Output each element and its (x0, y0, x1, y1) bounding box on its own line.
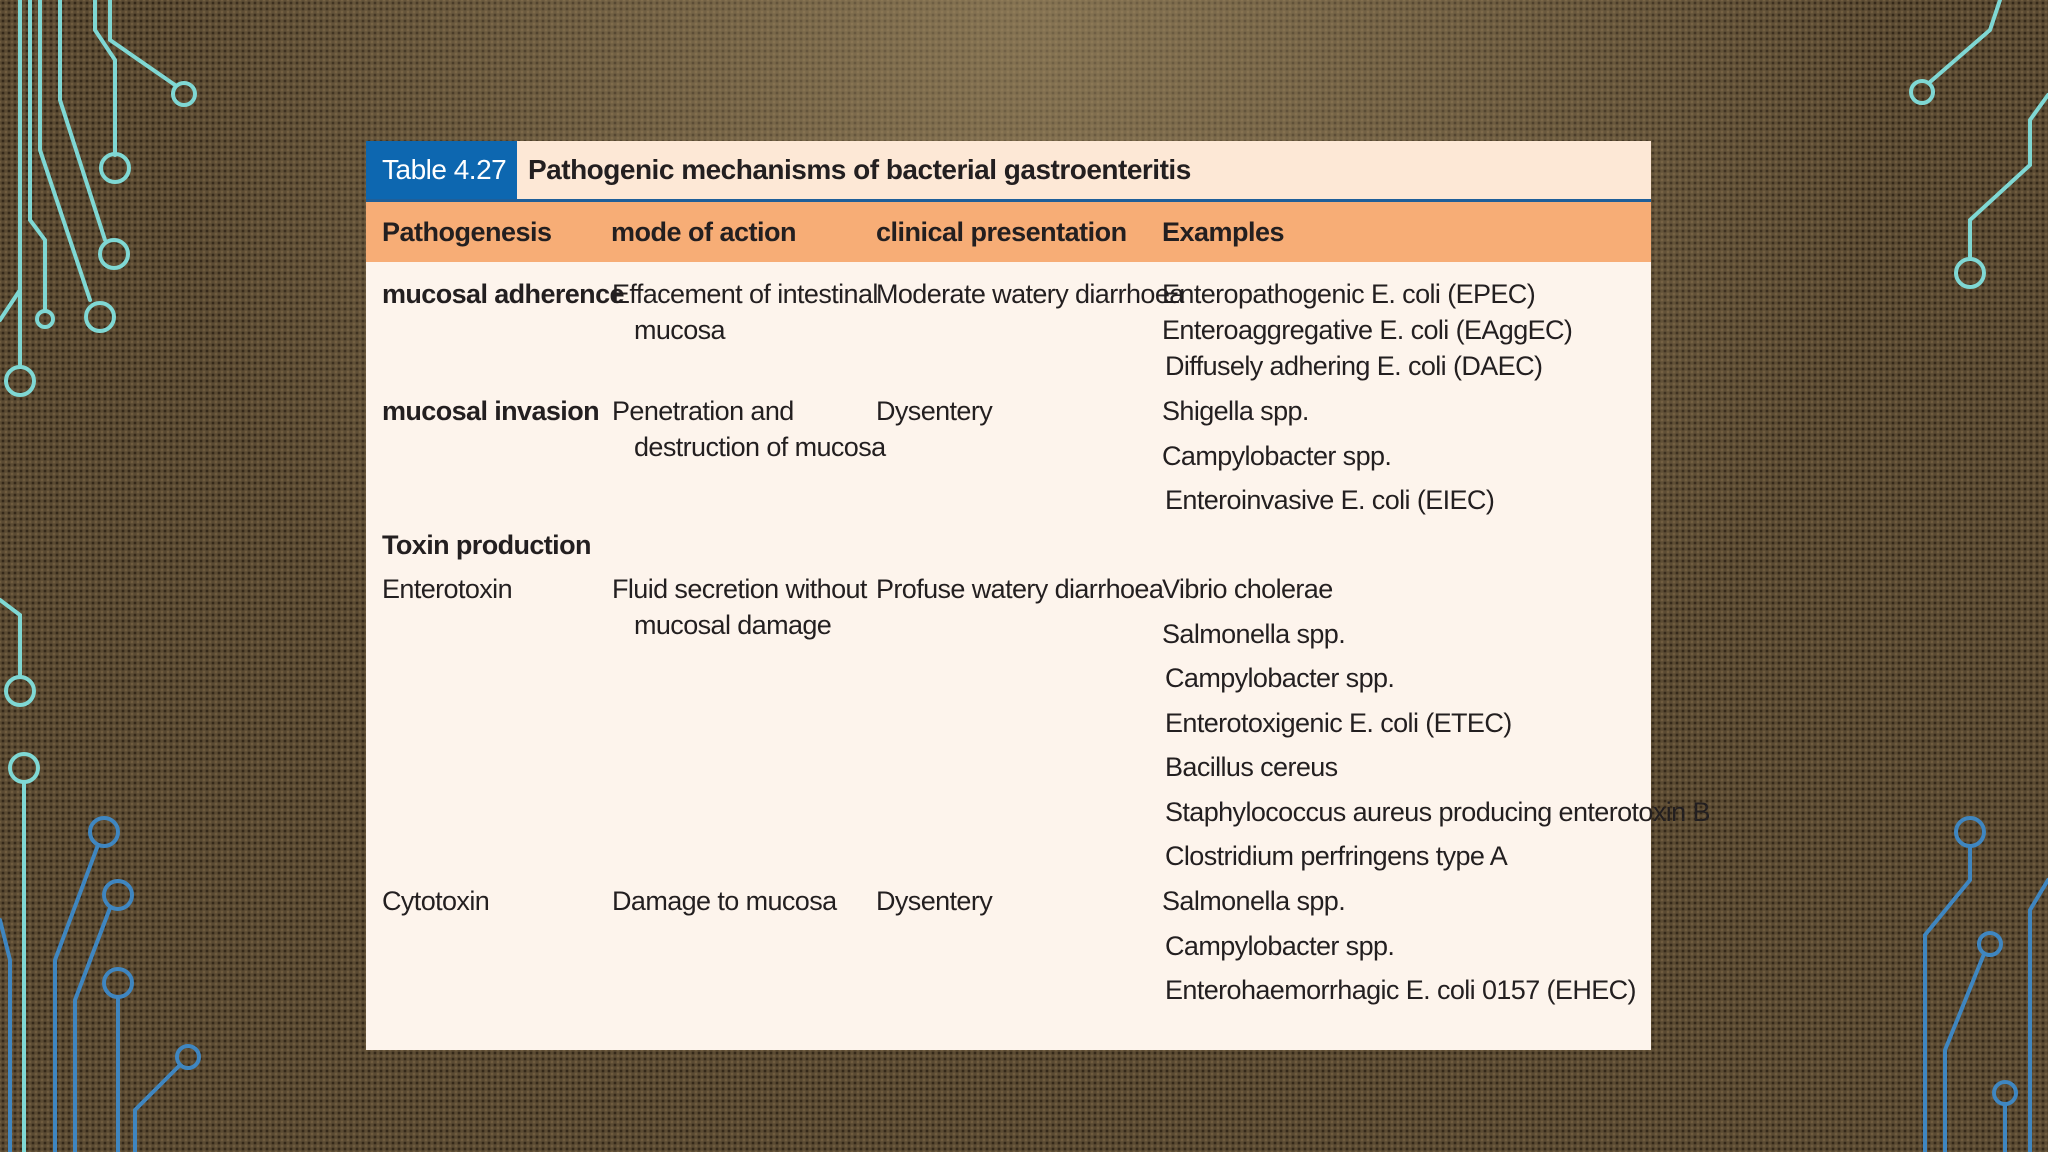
header-clinical-presentation: clinical presentation (876, 217, 1127, 247)
example-item: Enterotoxigenic E. coli (ETEC) (1165, 708, 1512, 738)
example-item: Enteroaggregative E. coli (EAggEC) (1162, 315, 1573, 345)
example-item: Salmonella spp. (1162, 886, 1346, 916)
mode-cell-line2: mucosal damage (634, 610, 832, 640)
example-item: Enterohaemorrhagic E. coli 0157 (EHEC) (1165, 975, 1636, 1005)
mode-cell-line1: Penetration and (612, 396, 794, 426)
pathogenesis-cell: mucosal invasion (382, 396, 599, 426)
clinical-cell: Profuse watery diarrhoea (876, 574, 1164, 604)
header-examples: Examples (1162, 217, 1285, 247)
example-item: Staphylococcus aureus producing enterotoxin B (1165, 797, 1710, 827)
example-item: Enteropathogenic E. coli (EPEC) (1162, 279, 1536, 309)
example-item: Enteroinvasive E. coli (EIEC) (1165, 485, 1495, 515)
pathogenesis-cell: mucosal adherence (382, 279, 624, 309)
circuit-traces-left-bottom (0, 818, 199, 1152)
clinical-cell: Dysentery (876, 886, 993, 916)
mode-cell-line1: Damage to mucosa (612, 886, 837, 916)
header-pathogenesis: Pathogenesis (382, 217, 552, 247)
circuit-traces-left-mid (0, 600, 38, 1152)
mode-cell-line1: Effacement of intestinal (612, 279, 878, 309)
table-title-row (366, 141, 1651, 202)
example-item: Bacillus cereus (1165, 752, 1338, 782)
example-item: Salmonella spp. (1162, 619, 1346, 649)
gastroenteritis-table (366, 141, 1710, 1050)
example-item: Campylobacter spp. (1165, 663, 1395, 693)
toxin-production-heading: Toxin production (382, 530, 591, 560)
example-item: Diffusely adhering E. coli (DAEC) (1165, 351, 1543, 381)
mode-cell-line2: destruction of mucosa (634, 432, 886, 462)
circuit-traces-right-top (1911, 0, 2048, 287)
example-item: Campylobacter spp. (1165, 931, 1395, 961)
example-item: Campylobacter spp. (1162, 441, 1392, 471)
clinical-cell: Dysentery (876, 396, 993, 426)
circuit-traces-right-bottom (1925, 818, 2048, 1152)
table-title: Pathogenic mechanisms of bacterial gastroenteritis (528, 154, 1191, 185)
mode-cell-line1: Fluid secretion without (612, 574, 867, 604)
pathogenesis-cell: Enterotoxin (382, 574, 512, 604)
example-item: Shigella spp. (1162, 396, 1309, 426)
circuit-traces-left-top (0, 0, 195, 395)
mode-cell-line2: mucosa (634, 315, 725, 345)
table-number-label: Table 4.27 (366, 141, 517, 199)
header-mode-of-action: mode of action (611, 217, 797, 247)
table-header-row (366, 202, 1651, 262)
clinical-cell: Moderate watery diarrhoea (876, 279, 1184, 309)
example-item: Clostridium perfringens type A (1165, 841, 1508, 871)
pathogenesis-cell: Cytotoxin (382, 886, 490, 916)
example-item: Vibrio cholerae (1162, 574, 1333, 604)
